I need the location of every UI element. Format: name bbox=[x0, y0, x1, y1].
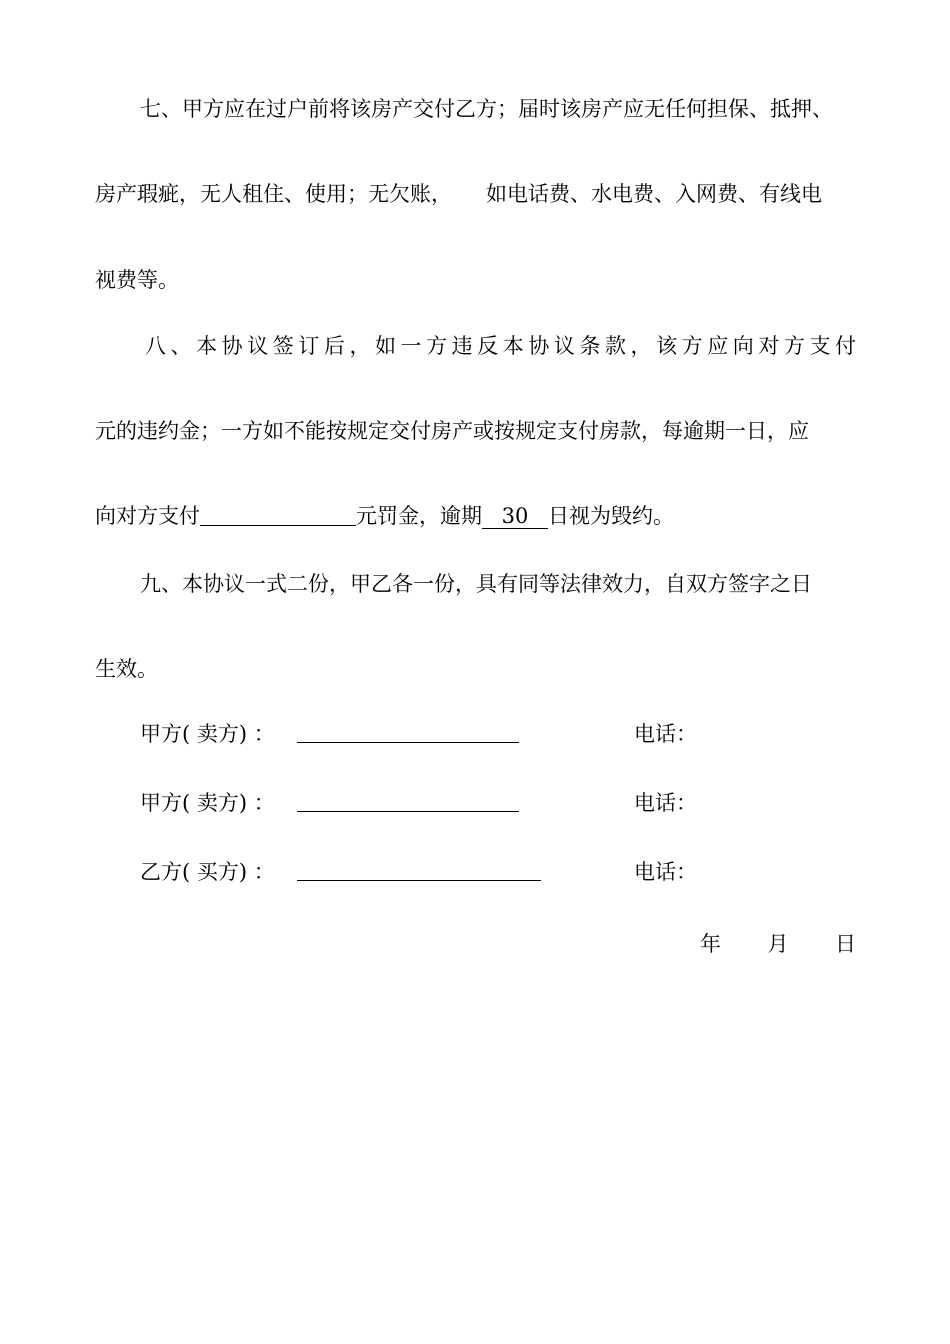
party-label: 甲方( 卖方) ： bbox=[140, 722, 275, 746]
clause-8-line-2: 元的违约金；一方如不能按规定交付房产或按规定支付房款，每逾期一日，应 bbox=[95, 419, 809, 443]
party-label: 甲方( 卖方) ： bbox=[140, 791, 275, 815]
party-label: 乙方( 买方) ： bbox=[140, 860, 275, 884]
signature-blank bbox=[297, 858, 541, 881]
phone-label: 电话： bbox=[634, 791, 697, 815]
clause-9-line-1: 九、本协议一式二份，甲乙各一份，具有同等法律效力，自双方签字之日 bbox=[140, 572, 812, 596]
clause-7-line-2 bbox=[95, 180, 822, 208]
clause-8-line-3-prefix: 向对方支付 bbox=[95, 504, 200, 528]
date-year-label: 年 bbox=[700, 932, 721, 956]
date-month-label: 月 bbox=[767, 932, 789, 956]
signature-row-seller-2 bbox=[140, 789, 697, 817]
clause-7-line-1: 七、甲方应在过户前将该房产交付乙方；届时该房产应无任何担保、抵押、 bbox=[140, 97, 833, 121]
clause-8-line-3-mid: 元罚金，逾期 bbox=[356, 504, 482, 528]
clause-7-line-3: 视费等。 bbox=[95, 268, 179, 292]
clause-8-line-1: 八、本协议签订后，如一方违反本协议条款，该方应向对方支付 bbox=[145, 334, 856, 358]
clause-9-line-2: 生效。 bbox=[95, 657, 158, 681]
clause-7-line-2-part-b: 如电话费、水电费、入网费、有线电 bbox=[486, 182, 822, 206]
date-day-label: 日 bbox=[835, 932, 856, 956]
signature-blank bbox=[297, 789, 519, 812]
signature-row-buyer bbox=[140, 858, 697, 886]
signature-row-seller-1 bbox=[140, 720, 697, 748]
overdue-days-value: 30 bbox=[482, 504, 548, 529]
clause-7-line-2-part-a: 房产瑕疵，无人租住、使用；无欠账， bbox=[95, 182, 452, 206]
signature-blank bbox=[297, 720, 519, 743]
signing-date bbox=[700, 930, 856, 958]
clause-8-line-3 bbox=[95, 502, 674, 530]
clause-8-line-3-suffix: 日视为毁约。 bbox=[548, 504, 674, 528]
phone-label: 电话： bbox=[634, 722, 697, 746]
penalty-amount-blank bbox=[200, 503, 356, 526]
phone-label: 电话： bbox=[634, 860, 697, 884]
